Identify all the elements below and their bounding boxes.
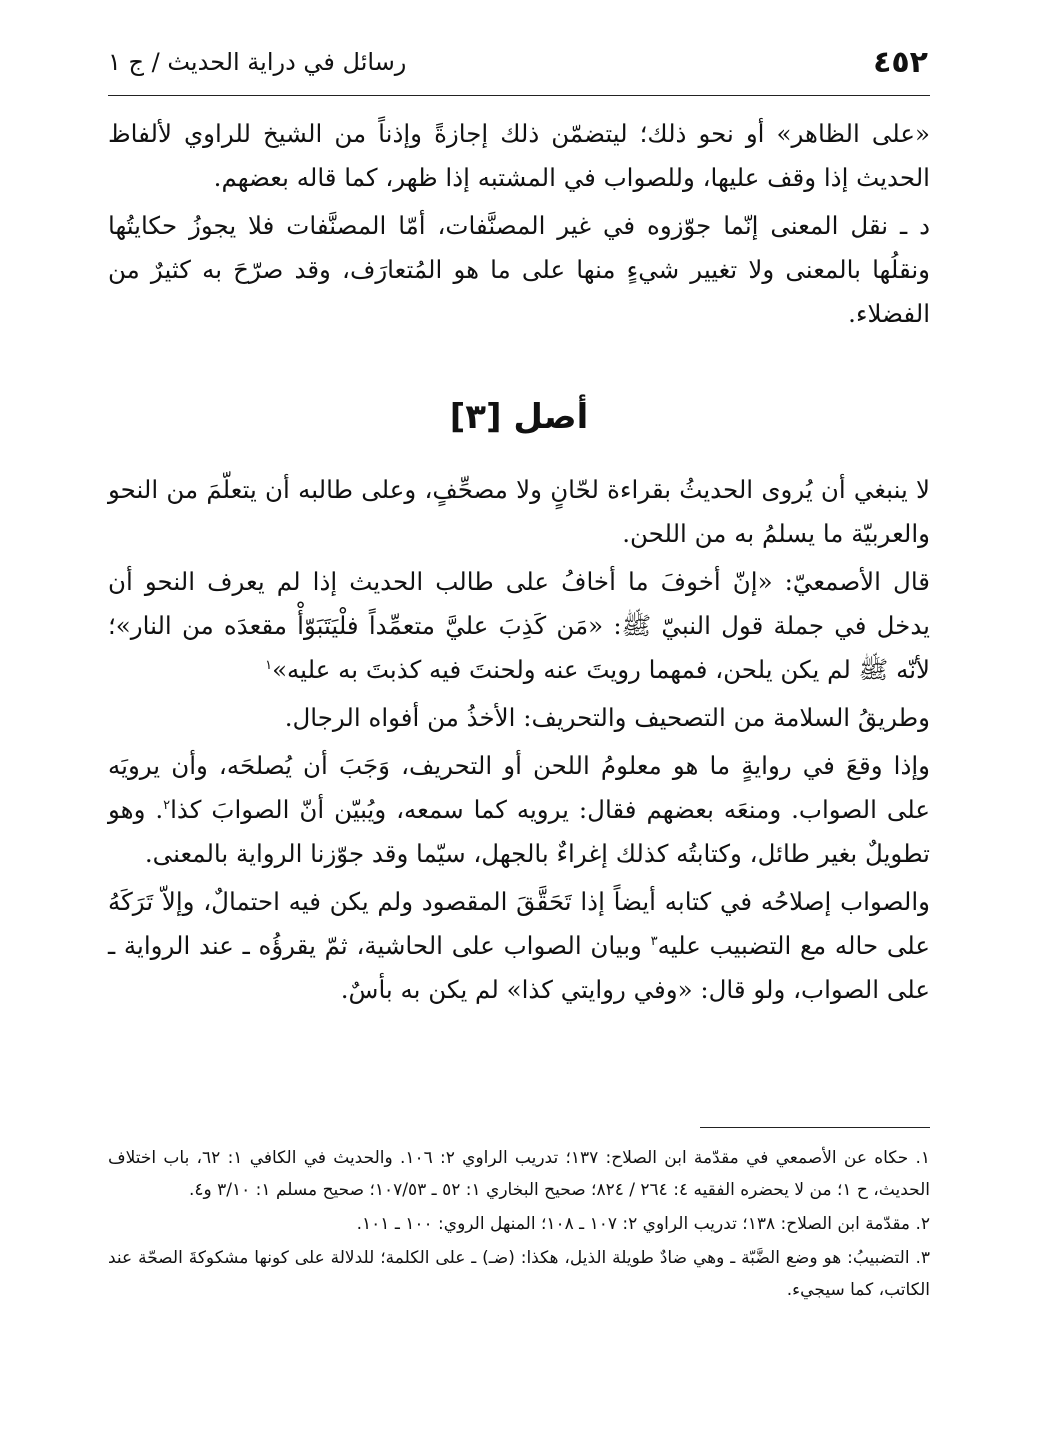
paragraph-text: وإذا وقعَ في روايةٍ ما هو معلومُ اللحن أو التحريف، وَجَبَ أن يُصلحَه، وأن يرويَه على الصواب. ومنعَه بعضهم فقال: يرويه كما سمعه، ويُبيّن أنّ الصوابَ كذا [108, 751, 931, 824]
paragraph-text: . وهو تطويلٌ بغير طائل، وكتابتُه كذلك إغراءٌ بالجهل، سيّما وقد جوّزنا الرواية بالمعنى. [108, 795, 930, 868]
paragraph-text: والصواب إصلاحُه في كتابه أيضاً إذا تَحَقَّقَ المقصود ولم يكن فيه احتمالٌ، وإلاّ تَرَكَهُ على حاله مع التضبيب عليه [108, 887, 930, 960]
paragraph [108, 560, 930, 692]
footnote-divider [700, 1127, 930, 1128]
paragraph [108, 880, 930, 1012]
paragraph-text: وبيان الصواب على الحاشية، ثمّ يقرؤُه ـ عند الرواية ـ على الصواب، ولو قال: «وفي روايتي كذا» لم يكن به بأسٌ. [108, 931, 930, 1004]
paragraph-text: قال الأصمعيّ: «إنّ أخوفَ ما أخافُ على طالب الحديث إذا لم يعرف النحو أن يدخل في جملة قول النبيّ ﷺ: «مَن كَذِبَ عليَّ متعمِّداً فلْيَتَبَوّأْ مقعدَه من النار»؛ لأنّه ﷺ لم يكن يلحن، فمهما رويتَ عنه ولحنتَ فيه كذبتَ به عليه» [108, 567, 930, 684]
footnote-ref[interactable]: ١ [265, 657, 273, 673]
footnote-ref[interactable]: ٢ [163, 797, 171, 813]
page-header [108, 38, 928, 86]
paragraph: «على الظاهر» أو نحو ذلك؛ ليتضمّن ذلك إجازةً وإذناً من الشيخ للراوي لألفاظ الحديث إذا وقف عليها، وللصواب في المشتبه إذا ظهر، كما قاله بعضهم. [108, 119, 930, 192]
running-title: رسائل في دراية الحديث / ج ١ [108, 48, 407, 76]
paragraph [108, 744, 930, 876]
main-text [108, 112, 930, 1016]
paragraph: وطريقُ السلامة من التصحيف والتحريف: الأخذُ من أفواه الرجال. [284, 703, 930, 732]
footnotes [108, 1142, 930, 1308]
page-number: ٤٥٢ [873, 44, 928, 80]
footnote: ٣. التضبيبُ: هو وضع الضَّبّة ـ وهي ضادٌ طويلة الذيل، هكذا: (ضـ) ـ على الكلمة؛ للدلالة على كونها مشكوكةَ الصحّة عند الكاتب، كما سيجيء. [108, 1248, 930, 1300]
paragraph: د ـ نقل المعنى إنّما جوّزوه في غير المصنَّفات، أمّا المصنَّفات فلا يجوزُ حكايتُها ونقلُها بالمعنى ولا تغيير شيءٍ منها على ما هو المُتعارَف، وقد صرّحَ به كثيرٌ من الفضلاء. [108, 211, 930, 328]
footnote-ref[interactable]: ٣ [650, 933, 658, 949]
section-title: أصل [٣] [449, 397, 589, 437]
paragraph: لا ينبغي أن يُروى الحديثُ بقراءة لحّانٍ ولا مصحِّفٍ، وعلى طالبه أن يتعلّمَ من النحو والعربيّة ما يسلمُ به من اللحن. [108, 475, 930, 548]
header-divider [108, 95, 930, 96]
footnote: ٢. مقدّمة ابن الصلاح: ١٣٨؛ تدريب الراوي ٢: ١٠٧ ـ ١٠٨؛ المنهل الروي: ١٠٠ ـ ١٠١. [356, 1214, 930, 1234]
footnote: ١. حكاه عن الأصمعي في مقدّمة ابن الصلاح: ١٣٧؛ تدريب الراوي ٢: ١٠٦. والحديث في الكافي ١: ٦٢، باب اختلاف الحديث، ح ١؛ من لا يحضره الفقيه ٤: ٢٦٤ / ٨٢٤؛ صحيح البخاري ١: ٥٢ ـ ١٠٧/٥٣؛ صحيح مسلم ١: ٣/١٠ و٤. [108, 1148, 930, 1200]
